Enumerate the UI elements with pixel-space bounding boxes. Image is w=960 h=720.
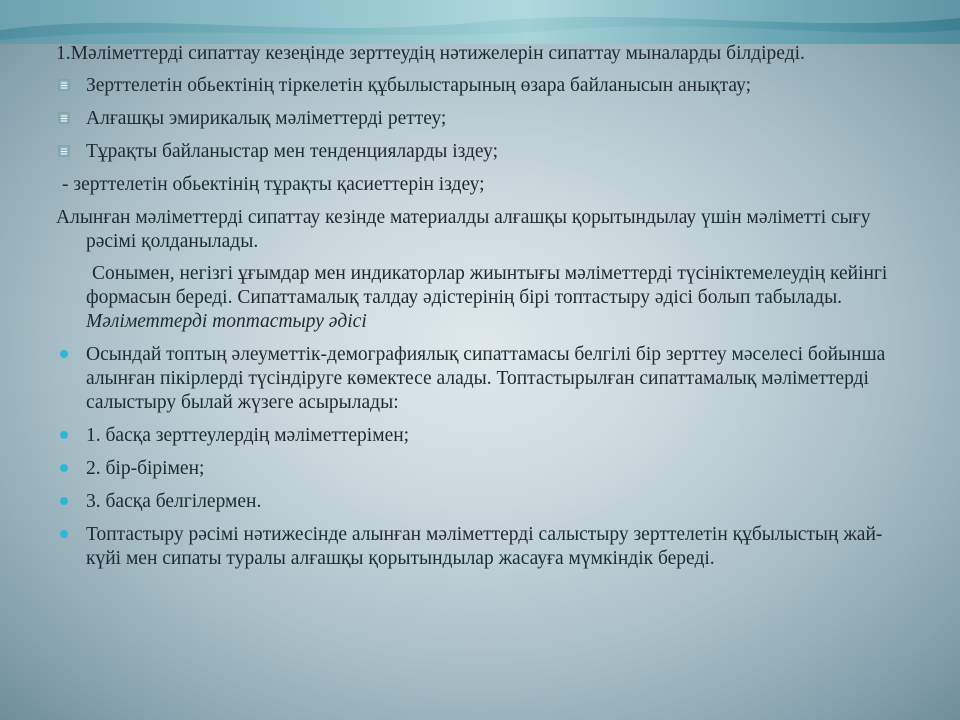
list-item [56,424,906,448]
dot-bullet-icon [56,345,72,363]
list-item [56,457,906,481]
wave-graphic [0,0,960,44]
intro-paragraph: 1.Мәліметтерді сипаттау кезеңінде зерттеудің нәтижелерін сипаттау мыналарды білдіреді. [56,43,805,64]
paragraph-1: Алынған мәліметтерді сипаттау кезінде материалды алғашқы қорытындылау үшін мәліметті сығу рәсімі қолданылады. [56,207,871,252]
dash-item: - зерттелетін обьектінің тұрақты қасиеттерін іздеу; [62,174,485,195]
square-bullet-icon [56,76,72,94]
list-item-text: Топтастыру рәсімі нәтижесінде алынған мәліметтерді салыстыру зерттелетін құбылыстың жай-күйі мен сипаты туралы алғашқы қорытындылар жасауға мүмкіндік береді. [86,524,883,569]
paragraph-2-italic: Мәліметтерді топтастыру әдісі [86,311,367,332]
dot-bullet-icon [56,426,72,444]
dot-bullet-icon [56,459,72,477]
list-item [56,523,906,571]
list-item [56,74,906,98]
list-item-text: Осындай топтың әлеуметтік-демографиялық сипаттамасы белгілі бір зерттеу мәселесі бойынша алынған пікірлерді түсіндіруге көмектесе алады. Топтастырылған сипаттамалық мәліметтерді салыстыру былай жүзеге асырылады: [86,344,886,413]
list-item [56,343,906,415]
paragraph-2-text: Сонымен, негізгі ұғымдар мен индикаторлар жиынтығы мәліметтерді түсініктемелеудің кейінгі формасын береді. Сипаттамалық талдау әдістерінің бірі топтастыру әдісі болып табылады. [86,263,888,308]
slide-body [56,42,906,580]
list-item [56,140,906,164]
list-item-text: 1. басқа зерттеулердің мәліметтерімен; [86,425,410,446]
list-item-text: Алғашқы эмирикалық мәліметтерді реттеу; [86,108,447,129]
list-item-text: 3. басқа белгілермен. [86,491,262,512]
list-item-text: Зерттелетін обьектінің тіркелетін құбылыстарының өзара байланысын анықтау; [86,75,751,96]
dot-bullet-icon [56,525,72,543]
dot-bullet-icon [56,492,72,510]
decorative-wave-band [0,0,960,44]
list-item [56,490,906,514]
list-item-text: Тұрақты байланыстар мен тенденцияларды іздеу; [86,141,498,162]
paragraph-2 [56,262,906,334]
square-bullet-icon [56,109,72,127]
list-item [56,107,906,131]
list-item-text: 2. бір-бірімен; [86,458,205,479]
square-bullet-icon [56,142,72,160]
